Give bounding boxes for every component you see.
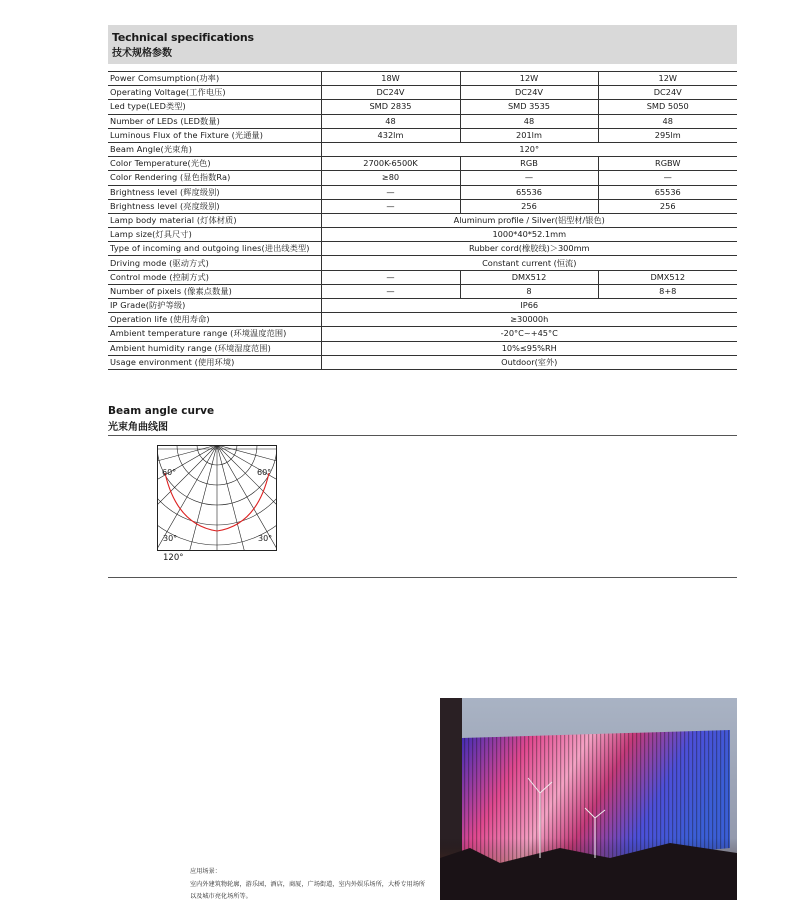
spec-value: SMD 5050 <box>598 100 737 114</box>
application-photo <box>440 698 737 900</box>
spec-value-merged: -20°C~+45°C <box>321 327 737 341</box>
spec-row <box>108 199 737 213</box>
spec-row <box>108 213 737 227</box>
caption-line-1: 应用场景： <box>190 868 221 875</box>
spec-value: — <box>321 199 460 213</box>
spec-row <box>108 299 737 313</box>
spec-value: 295lm <box>598 128 737 142</box>
spec-title-cn: 技术规格参数 <box>112 48 172 59</box>
spec-value: ≥80 <box>321 171 460 185</box>
spec-value: 8+8 <box>598 284 737 298</box>
spec-label: Operating Voltage(工作电压) <box>108 86 321 100</box>
spec-value: 432lm <box>321 128 460 142</box>
spec-label: Control mode (控制方式) <box>108 270 321 284</box>
spec-value: — <box>321 270 460 284</box>
spec-value: 8 <box>460 284 598 298</box>
spec-value: 2700K-6500K <box>321 157 460 171</box>
spec-value: 256 <box>460 199 598 213</box>
spec-value: 18W <box>321 72 460 86</box>
spec-row <box>108 284 737 298</box>
spec-row <box>108 228 737 242</box>
spec-row <box>108 341 737 355</box>
spec-row <box>108 327 737 341</box>
spec-label: Power Comsumption(功率) <box>108 72 321 86</box>
spec-title-en: Technical specifications <box>112 31 254 44</box>
spec-value: 201lm <box>460 128 598 142</box>
spec-value-merged: Outdoor(室外) <box>321 355 737 369</box>
beam-polar-diagram <box>157 445 277 551</box>
beam-angle-caption: 120° <box>163 553 184 563</box>
tick-30-right: 30° <box>258 534 273 543</box>
spec-value: 48 <box>321 114 460 128</box>
spec-row <box>108 185 737 199</box>
spec-value-merged: 120° <box>321 142 737 156</box>
spec-label: Luminous Flux of the Fixture (光通量) <box>108 128 321 142</box>
spec-row <box>108 142 737 156</box>
tick-60-right: 60° <box>257 468 272 477</box>
spec-row <box>108 313 737 327</box>
caption-line-3: 以及城市亮化场所等。 <box>190 893 252 900</box>
spec-label: Number of LEDs (LED数量) <box>108 114 321 128</box>
spec-value: RGBW <box>598 157 737 171</box>
spec-row <box>108 114 737 128</box>
spec-label: Ambient temperature range (环境温度范围) <box>108 327 321 341</box>
tick-60-left: 60° <box>162 468 177 477</box>
spec-label: Brightness level (亮度级别) <box>108 199 321 213</box>
beam-title-en: Beam angle curve <box>108 405 215 417</box>
beam-section-bottom-rule <box>108 577 737 578</box>
spec-value: 12W <box>460 72 598 86</box>
beam-title-cn: 光束角曲线图 <box>108 422 168 433</box>
spec-row <box>108 355 737 369</box>
spec-value: — <box>460 171 598 185</box>
spec-label: Ambient humidity range (环境湿度范围) <box>108 341 321 355</box>
spec-value: — <box>598 171 737 185</box>
spec-value-merged: 10%≤95%RH <box>321 341 737 355</box>
spec-value: 65536 <box>460 185 598 199</box>
beam-section-title <box>108 405 214 433</box>
spec-row <box>108 100 737 114</box>
spec-value: 256 <box>598 199 737 213</box>
spec-value: DMX512 <box>460 270 598 284</box>
spec-value: 65536 <box>598 185 737 199</box>
spec-row <box>108 72 737 86</box>
spec-label: Usage environment (使用环境) <box>108 355 321 369</box>
spec-value-merged: Aluminum profile / Silver(铝型材/银色) <box>321 213 737 227</box>
spec-value: — <box>321 284 460 298</box>
spec-value: SMD 2835 <box>321 100 460 114</box>
spec-value: RGB <box>460 157 598 171</box>
application-caption <box>190 866 425 904</box>
spec-value: DC24V <box>598 86 737 100</box>
spec-label: Lamp body material (灯体材质) <box>108 213 321 227</box>
spec-value: DC24V <box>321 86 460 100</box>
spec-value: DMX512 <box>598 270 737 284</box>
spec-header-band <box>108 25 737 64</box>
caption-line-2: 室内外建筑物轮廓，游乐园，酒店，商厦，广场街道，室内外娱乐场所，大桥专用场所 <box>190 880 426 888</box>
spec-value: 48 <box>598 114 737 128</box>
spec-value: SMD 3535 <box>460 100 598 114</box>
spec-row <box>108 270 737 284</box>
spec-label: Brightness level (辉度级别) <box>108 185 321 199</box>
spec-value: 48 <box>460 114 598 128</box>
spec-label: Color Rendering (显色指数Ra) <box>108 171 321 185</box>
spec-row <box>108 171 737 185</box>
spec-row <box>108 86 737 100</box>
spec-label: Driving mode (驱动方式) <box>108 256 321 270</box>
spec-label: Number of pixels (像素点数量) <box>108 284 321 298</box>
spec-label: Lamp size(灯具尺寸) <box>108 228 321 242</box>
spec-table <box>108 71 737 370</box>
spec-label: Type of incoming and outgoing lines(进出线类型) <box>108 242 321 256</box>
spec-value-merged: ≥30000h <box>321 313 737 327</box>
spec-label: Led type(LED类型) <box>108 100 321 114</box>
spec-row <box>108 242 737 256</box>
spec-value-merged: Constant current (恒流) <box>321 256 737 270</box>
spec-label: Beam Angle(光束角) <box>108 142 321 156</box>
spec-label: Color Temperature(光色) <box>108 157 321 171</box>
spec-value-merged: Rubber cord(橡胶线)＞300mm <box>321 242 737 256</box>
spec-label: IP Grade(防护等级) <box>108 299 321 313</box>
spec-value-merged: IP66 <box>321 299 737 313</box>
spec-row <box>108 256 737 270</box>
spec-value: — <box>321 185 460 199</box>
spec-value-merged: 1000*40*52.1mm <box>321 228 737 242</box>
spec-value: DC24V <box>460 86 598 100</box>
spec-row <box>108 128 737 142</box>
tick-30-left: 30° <box>163 534 178 543</box>
spec-row <box>108 157 737 171</box>
spec-label: Operation life (使用寿命) <box>108 313 321 327</box>
spec-value: 12W <box>598 72 737 86</box>
beam-section-top-rule <box>108 435 737 436</box>
